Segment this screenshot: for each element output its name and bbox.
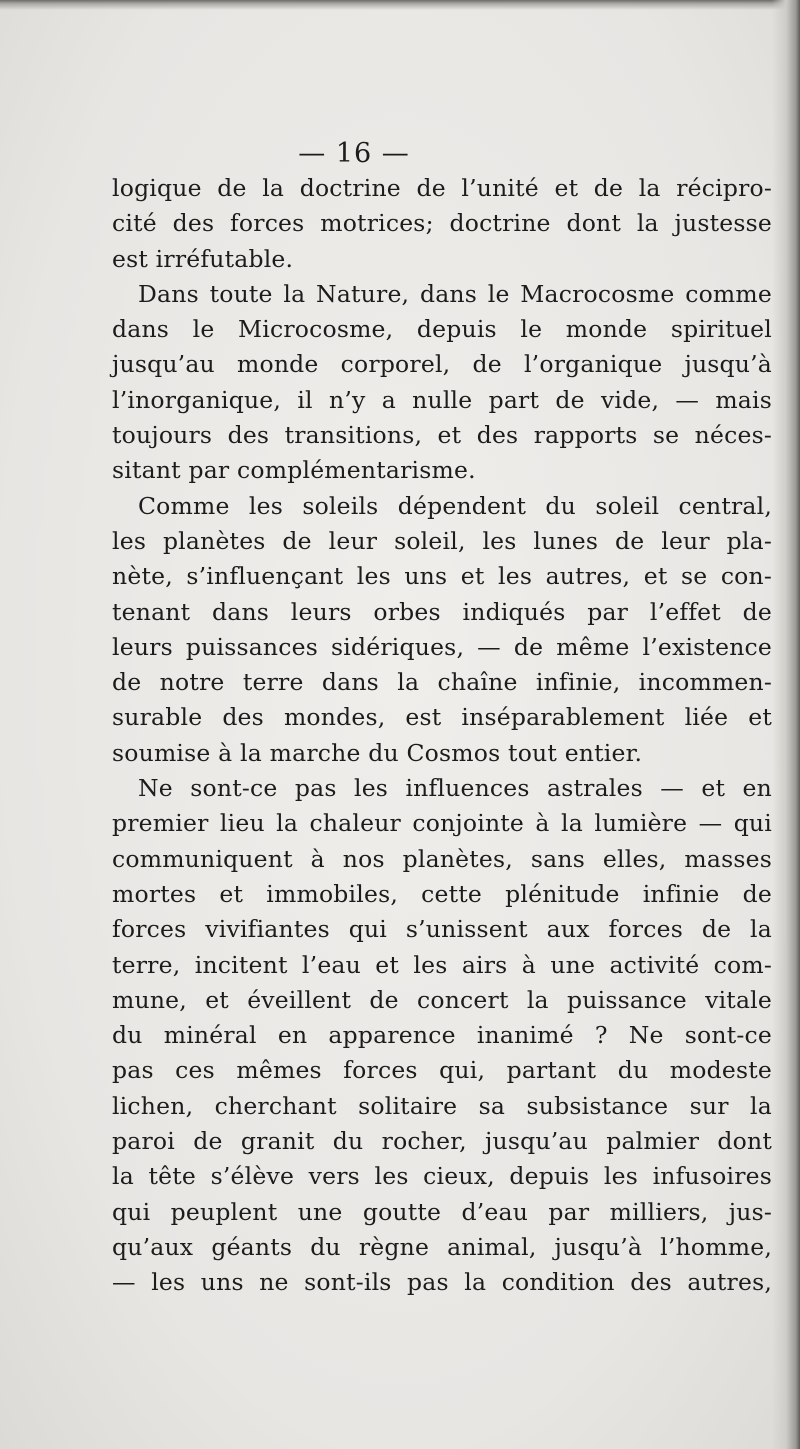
text-line: les planètes de leur soleil, les lunes de leur pla- — [112, 526, 772, 555]
page-right-edge — [772, 0, 800, 1449]
text-line: leurs puissances sidériques, — de même l’existence — [112, 632, 772, 661]
page-top-edge — [0, 0, 800, 10]
text-line: tenant dans leurs orbes indiqués par l’effet de — [112, 597, 772, 626]
text-line: est irréfutable. — [112, 244, 294, 273]
text-line: mune, et éveillent de concert la puissance vitale — [112, 985, 772, 1014]
text-line: communiquent à nos planètes, sans elles, masses — [112, 844, 772, 873]
text-line: pas ces mêmes forces qui, partant du modeste — [112, 1056, 772, 1085]
text-line: qu’aux géants du règne animal, jusqu’à l’homme, — [112, 1232, 772, 1261]
text-line: logique de la doctrine de l’unité et de la récipro- — [112, 174, 772, 202]
text-line: Comme les soleils dépendent du soleil central, — [138, 491, 772, 520]
text-line: toujours des transitions, et des rapports se néces- — [112, 421, 772, 450]
text-line: terre, incitent l’eau et les airs à une activité com- — [112, 950, 772, 979]
text-line: de notre terre dans la chaîne infinie, incommen- — [112, 668, 772, 697]
page-number: — 16 — — [298, 138, 410, 169]
text-line: premier lieu la chaleur conjointe à la lumière — qui — [112, 809, 772, 838]
text-line: lichen, cherchant solitaire sa subsistance sur la — [112, 1091, 772, 1120]
text-line: paroi de granit du rocher, jusqu’au palmier dont — [112, 1127, 772, 1156]
text-line: qui peuplent une goutte d’eau par milliers, jus- — [112, 1197, 772, 1226]
text-line: mortes et immobiles, cette plénitude infinie de — [112, 879, 772, 908]
text-line: cité des forces motrices; doctrine dont la justesse — [112, 209, 772, 238]
text-line: surable des mondes, est inséparablement liée et — [112, 703, 772, 732]
text-line: dans le Microcosme, depuis le monde spirituel — [112, 315, 772, 344]
text-line: du minéral en apparence inanimé ? Ne sont-ce — [112, 1021, 772, 1050]
text-line: jusqu’au monde corporel, de l’organique jusqu’à — [112, 350, 772, 379]
text-line: forces vivifiantes qui s’unissent aux forces de la — [112, 915, 772, 944]
text-line: — les uns ne sont-ils pas la condition des autres, — [112, 1268, 772, 1297]
text-line: Dans toute la Nature, dans le Macrocosme comme — [138, 279, 772, 308]
text-line: l’inorganique, il n’y a nulle part de vide, — mais — [112, 385, 772, 414]
text-line: la tête s’élève vers les cieux, depuis les infusoires — [112, 1162, 772, 1191]
text-line: Ne sont-ce pas les influences astrales — et en — [138, 774, 772, 803]
text-line: soumise à la marche du Cosmos tout entier. — [112, 738, 643, 767]
text-line: sitant par complémentarisme. — [112, 456, 476, 485]
text-line: nète, s’influençant les uns et les autres, et se con- — [112, 562, 772, 591]
body-text — [112, 171, 772, 1301]
